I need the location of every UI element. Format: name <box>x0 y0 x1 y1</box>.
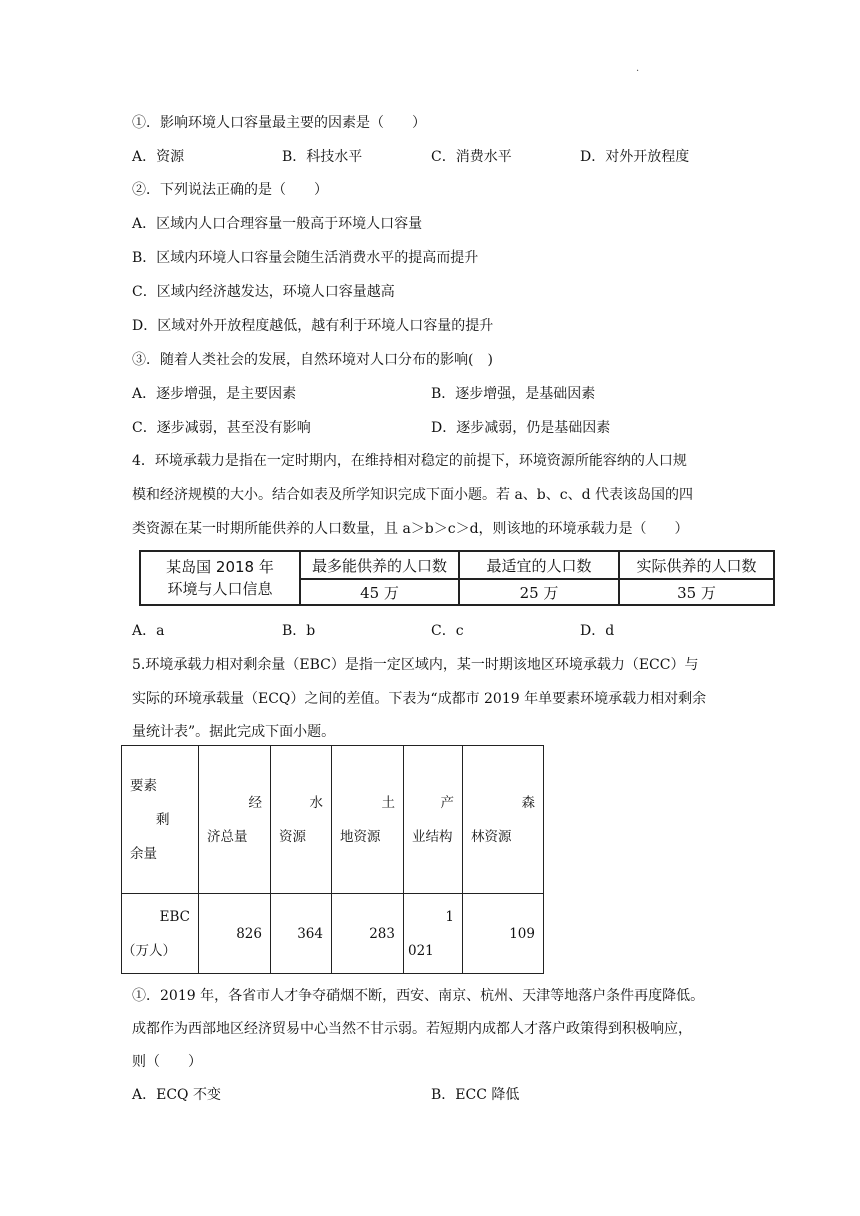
question-5-line-3: 量统计表”。据此完成下面小题。 <box>132 724 336 740</box>
col-header-land-line-2: 地资源 <box>340 828 381 845</box>
question-5-line-2: 实际的环境承载量（ECQ）之间的差值。下表为“成都市 2019 年单要素环境承载力相对剩余 <box>132 691 707 707</box>
value-industry-line-1: 1 <box>445 908 454 925</box>
q5-sub1-option-b: B．ECC 降低 <box>431 1087 520 1103</box>
value-forest: 109 <box>463 894 544 974</box>
q3-option-a: A．逐步增强，是主要因素 <box>132 386 297 402</box>
value-max-population: 45 万 <box>300 579 459 605</box>
value-land: 283 <box>332 894 404 974</box>
table-corner-cell <box>122 746 199 894</box>
col-header-forest <box>463 746 544 894</box>
corner-line-3: 余量 <box>130 845 157 862</box>
q3-option-c: C．逐步减弱，甚至没有影响 <box>132 420 311 436</box>
question-3-title: ③．随着人类社会的发展，自然环境对人口分布的影响( ) <box>132 352 493 368</box>
q5-sub1-line-2: 成都作为西部地区经济贸易中心当然不甘示弱。若短期内成都人才落户政策得到积极响应， <box>132 1021 692 1037</box>
q3-option-b: B．逐步增强，是基础因素 <box>431 386 596 402</box>
question-4-line-2: 模和经济规模的大小。结合如表及所学知识完成下面小题。若 a、b、c、d 代表该岛国的四 <box>132 487 694 503</box>
col-header-water-line-1: 水 <box>309 794 323 811</box>
col-header-forest-line-1: 森 <box>521 794 535 811</box>
q2-option-c: C．区域内经济越发达，环境人口容量越高 <box>132 284 395 300</box>
q2-option-a: A．区域内人口合理容量一般高于环境人口容量 <box>132 216 423 232</box>
col-header-forest-line-2: 林资源 <box>471 828 512 845</box>
col-header-industry-line-1: 产 <box>440 794 454 811</box>
q4-option-c: C．c <box>431 623 464 639</box>
col-header-industry <box>404 746 463 894</box>
q3-option-d: D．逐步减弱，仍是基础因素 <box>431 420 611 436</box>
q5-sub1-line-3: 则（ ） <box>132 1054 202 1070</box>
col-header-economy-line-1: 经 <box>248 794 262 811</box>
value-economy: 826 <box>199 894 271 974</box>
ebc-statistics-table <box>121 745 544 974</box>
table-row-header <box>140 551 300 605</box>
question-4-line-3: 类资源在某一时期所能供养的人口数量，且 a＞b＞c＞d，则该地的环境承载力是（ ） <box>132 521 689 537</box>
value-industry-line-2: 021 <box>408 942 434 959</box>
col-header-economy <box>199 746 271 894</box>
q1-option-c: C．消费水平 <box>431 149 512 165</box>
row-label-ebc-line-1: EBC <box>159 908 190 925</box>
q1-option-d: D．对外开放程度 <box>580 149 690 165</box>
q5-sub1-line-1: ①．2019 年，各省市人才争夺硝烟不断，西安、南京、杭州、天津等地落户条件再度降低。 <box>132 988 705 1004</box>
col-header-industry-line-2: 业结构 <box>412 828 453 845</box>
page-mark: · <box>636 66 640 77</box>
row-header-line-1: 某岛国 2018 年 <box>166 558 274 576</box>
q1-option-b: B．科技水平 <box>282 149 363 165</box>
col-header-water-line-2: 资源 <box>279 828 306 845</box>
q5-sub1-option-a: A．ECQ 不变 <box>132 1087 221 1103</box>
header-actual-population: 实际供养的人口数 <box>619 551 774 579</box>
q4-option-b: B．b <box>282 623 316 639</box>
q4-option-a: A．a <box>132 623 165 639</box>
header-max-population: 最多能供养的人口数 <box>300 551 459 579</box>
q2-option-b: B．区域内环境人口容量会随生活消费水平的提高而提升 <box>132 250 479 266</box>
question-1-title: ①．影响环境人口容量最主要的因素是（ ） <box>132 115 426 131</box>
value-water: 364 <box>271 894 332 974</box>
q1-option-a: A．资源 <box>132 149 185 165</box>
value-actual-population: 35 万 <box>619 579 774 605</box>
row-label-ebc <box>122 894 199 974</box>
value-industry <box>404 894 463 974</box>
question-2-title: ②．下列说法正确的是（ ） <box>132 182 328 198</box>
question-5-line-1: 5.环境承载力相对剩余量（EBC）是指一定区域内，某一时期该地区环境承载力（ECC）与 <box>132 657 699 673</box>
value-optimal-population: 25 万 <box>459 579 619 605</box>
row-label-ebc-line-2: （万人） <box>122 942 176 959</box>
corner-line-1: 要素 <box>130 777 157 794</box>
corner-line-2: 剩 <box>156 811 170 828</box>
col-header-water <box>271 746 332 894</box>
header-optimal-population: 最适宜的人口数 <box>459 551 619 579</box>
island-population-table <box>139 550 775 606</box>
col-header-economy-line-2: 济总量 <box>207 828 248 845</box>
col-header-land-line-1: 土 <box>381 794 395 811</box>
question-4-line-1: 4．环境承载力是指在一定时期内，在维持相对稳定的前提下，环境资源所能容纳的人口规 <box>132 453 687 469</box>
row-header-line-2: 环境与人口信息 <box>167 580 273 598</box>
q2-option-d: D．区域对外开放程度越低，越有利于环境人口容量的提升 <box>132 318 494 334</box>
col-header-land <box>332 746 404 894</box>
q4-option-d: D．d <box>580 623 615 639</box>
